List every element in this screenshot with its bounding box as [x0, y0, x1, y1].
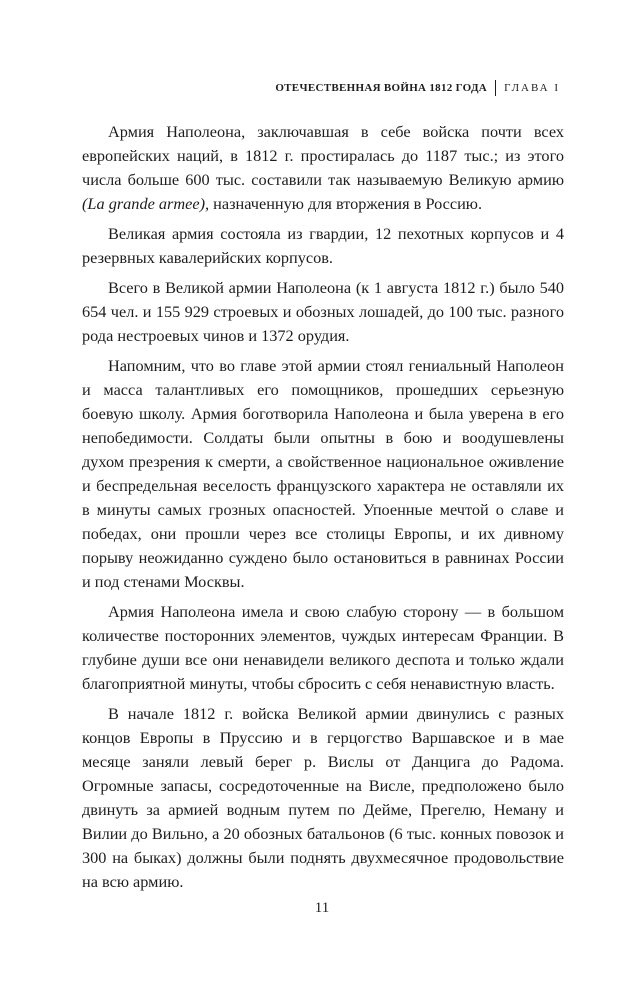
running-head-book-title: ОТЕЧЕСТВЕННАЯ ВОЙНА 1812 ГОДА	[275, 82, 488, 94]
paragraph-1-part-a: Армия Наполеона, заключавшая в себе войска почти всех европейских наций, в 1812 г. простиралась до 1187 тыс.; из этого числа больше 600 тыс. составили так называемую Великую армию	[82, 122, 564, 189]
paragraph-5: Армия Наполеона имела и свою слабую сторону — в большом количестве посторонних элементов, чуждых интересам Франции. В глубине души все они ненавидели великого деспота и только ждали благоприятной минуты, чтобы сбросить с себя ненавистную власть.	[82, 602, 564, 693]
paragraph-4: Напомним, что во главе этой армии стоял гениальный Наполеон и масса талантливых его помощников, прошедших серьезную боевую школу. Армия боготворила Наполеона и была уверена в его непобедимости. Солдаты были опытны в бою и воодушевлены духом презрения к смерти, а свойственное национальное оживление и беспредельная веселость французского характера не оставляли их в минуты самых грозных опасностей. Упоенные мечтой о славе и победах, они прошли через все столицы Европы, и их дивному порыву неожиданно суждено было остановиться в равнинах России и под стенами Москвы.	[82, 356, 564, 591]
body-text	[82, 120, 564, 900]
paragraph-1-part-b: назначенную для вторжения в Россию.	[209, 194, 483, 213]
running-head-chapter: ГЛАВА I	[504, 82, 560, 94]
paragraph-6: В начале 1812 г. войска Великой армии двинулись с разных концов Европы в Пруссию и в герцогство Варшавское и в мае месяце заняли левый берег р. Вислы от Данцига до Радома. Огромные запасы, сосредоточенные на Висле, предположено было двинуть за армией водным путем по Дейме, Прегелю, Неману и Вилии до Вильно, а 20 обозных батальонов (6 тыс. конных повозок и 300 на быках) должны были поднять двухмесячное продовольствие на всю армию.	[82, 704, 564, 891]
paragraph-1-italic: (La grande armee),	[82, 194, 210, 213]
page-number: 11	[314, 900, 330, 916]
paragraph-2: Великая армия состояла из гвардии, 12 пехотных корпусов и 4 резервных кавалерийских корпусов.	[82, 224, 564, 267]
paragraph-1	[82, 120, 564, 216]
running-head-divider	[495, 80, 496, 96]
running-head	[275, 80, 560, 96]
paragraph-3: Всего в Великой армии Наполеона (к 1 августа 1812 г.) было 540 654 чел. и 155 929 строевых и обозных лошадей, до 100 тыс. разного рода нестроевых чинов и 1372 орудия.	[82, 278, 564, 345]
